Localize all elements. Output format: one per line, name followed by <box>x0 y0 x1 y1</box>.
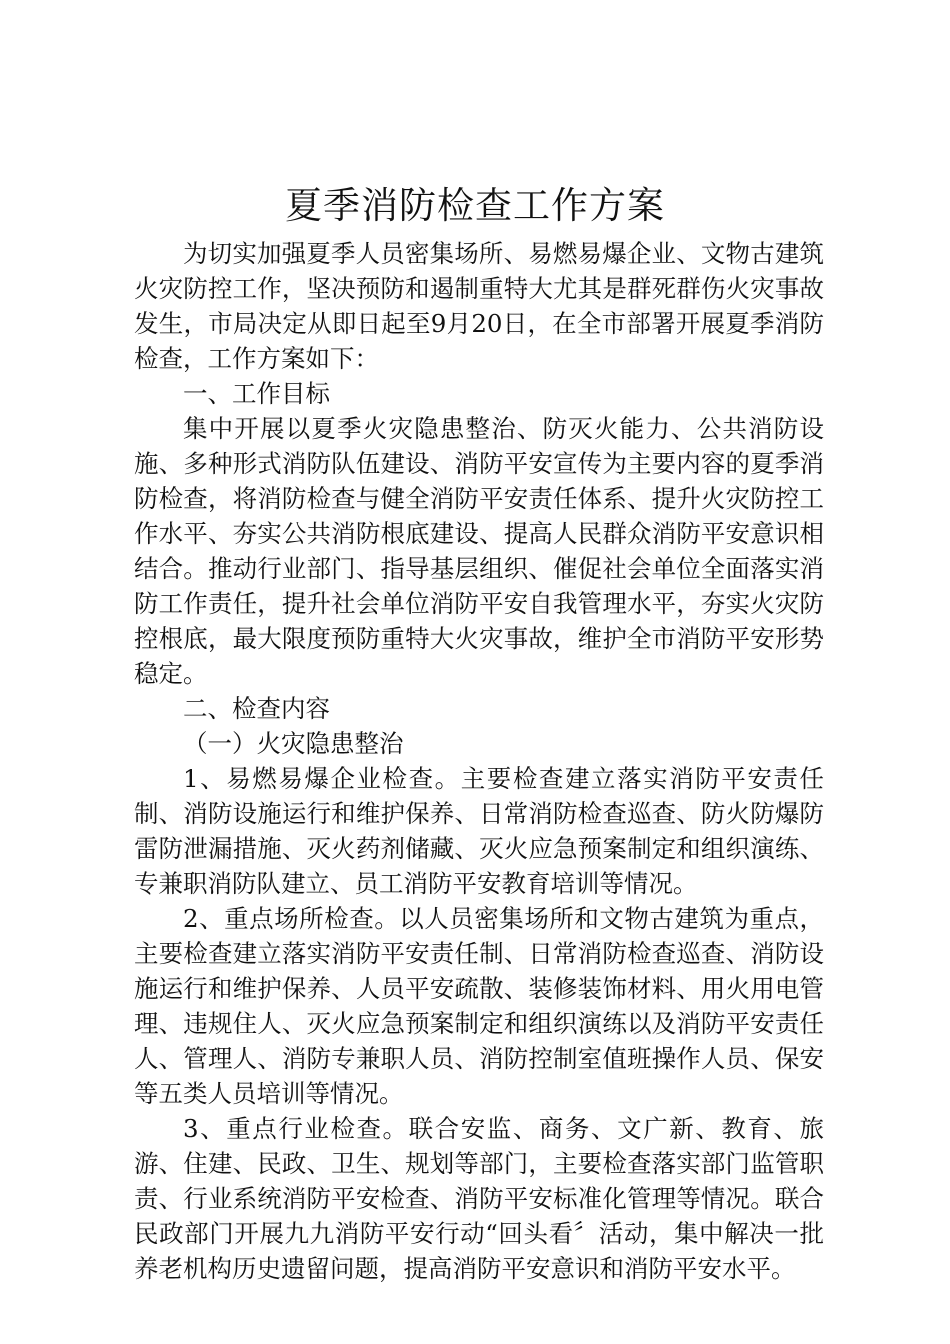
item-3-paragraph: 3、重点行业检查。联合安监、商务、文广新、教育、旅游、住建、民政、卫生、规划等部门，主要检查落实部门监管职责、行业系统消防平安检查、消防平安标准化管理等情况。联合民政部门开展九九消防平安行动“回头看〞活动，集中解决一批养老机构历史遗留问题，提高消防平安意识和消防平安水平。 <box>134 1114 824 1283</box>
subsection-heading-hazard: （一）火灾隐患整治 <box>183 729 404 758</box>
document-title: 夏季消防检查工作方案 <box>285 184 665 227</box>
section-heading-goals: 一、工作目标 <box>183 379 330 408</box>
item-2-paragraph: 2、重点场所检查。以人员密集场所和文物古建筑为重点，主要检查建立落实消防平安责任制、日常消防检查巡查、消防设施运行和维护保养、人员平安疏散、装修装饰材料、用火用电管理、违规住人、灭火应急预案制定和组织演练以及消防平安责任人、管理人、消防专兼职人员、消防控制室值班操作人员、保安等五类人员培训等情况。 <box>134 904 824 1108</box>
section-heading-content: 二、检查内容 <box>183 694 330 723</box>
item-1-paragraph: 1、易燃易爆企业检查。主要检查建立落实消防平安责任制、消防设施运行和维护保养、日常消防检查巡查、防火防爆防雷防泄漏措施、灭火药剂储藏、灭火应急预案制定和组织演练、专兼职消防队建立、员工消防平安教育培训等情况。 <box>134 764 824 898</box>
document-body <box>134 236 824 1286</box>
intro-paragraph: 为切实加强夏季人员密集场所、易燃易爆企业、文物古建筑火灾防控工作，坚决预防和遏制重特大尤其是群死群伤火灾事故发生，市局决定从即日起至9月20日，在全市部署开展夏季消防检查，工作方案如下： <box>134 239 824 373</box>
goals-paragraph: 集中开展以夏季火灾隐患整治、防灭火能力、公共消防设施、多种形式消防队伍建设、消防平安宣传为主要内容的夏季消防检查，将消防检查与健全消防平安责任体系、提升火灾防控工作水平、夯实公共消防根底建设、提高人民群众消防平安意识相结合。推动行业部门、指导基层组织、催促社会单位全面落实消防工作责任，提升社会单位消防平安自我管理水平，夯实火灾防控根底，最大限度预防重特大火灾事故，维护全市消防平安形势稳定。 <box>134 414 824 688</box>
